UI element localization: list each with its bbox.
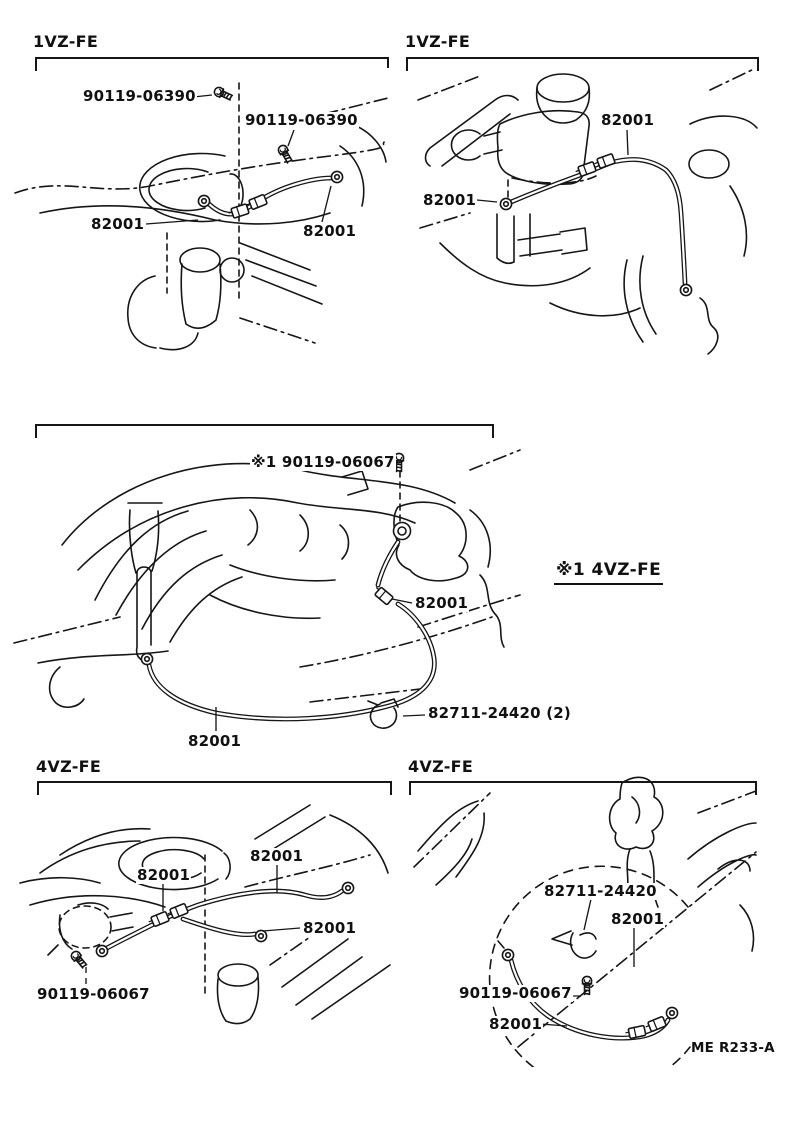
part-label-82711-24420: 82711-24420: [544, 882, 657, 900]
ring-terminal-icon: [198, 195, 209, 206]
part-label-82001: 82001: [611, 910, 665, 928]
part-label-82001: 82001: [423, 191, 477, 209]
ring-terminal-icon: [141, 653, 152, 664]
part-label-82001: 82001: [415, 594, 469, 612]
engine-variant-header: 1VZ-FE: [405, 32, 471, 51]
panel-1vzfe-left: [0, 28, 400, 380]
engine-variant-header: 4VZ-FE: [408, 757, 474, 776]
panel-bracket: [36, 425, 493, 438]
engine-line-art: [400, 755, 800, 1067]
ring-terminal-icon: [331, 171, 342, 182]
ring-terminal-icon: [342, 882, 353, 893]
part-label-82001: 82001: [250, 847, 304, 865]
part-label-82001: 82001: [137, 866, 191, 884]
panel-bracket: [38, 782, 391, 795]
part-label-82001: 82001: [303, 222, 357, 240]
connector-icon: [645, 1016, 666, 1032]
bolt-icon: [394, 453, 403, 471]
part-label-82001: 82001: [91, 215, 145, 233]
part-label-82001: 82001: [489, 1015, 543, 1033]
connector-icon: [372, 585, 393, 605]
panel-bracket: [410, 782, 756, 795]
ring-terminal-icon: [666, 1007, 677, 1018]
clamp-icon: [552, 931, 596, 958]
connector-icon: [228, 204, 249, 219]
panel-4vzfe-left: [0, 755, 400, 1026]
part-label-82001: 82001: [303, 919, 357, 937]
ring-terminal-icon: [680, 284, 691, 295]
engine-variant-note: ※1 4VZ-FE: [554, 561, 663, 585]
engine-variant-header: 4VZ-FE: [36, 757, 102, 776]
part-label-82711-24420: 82711-24420 (2): [428, 704, 571, 722]
engine-line-art: [0, 415, 800, 760]
engine-line-art: [0, 28, 400, 380]
part-label-90119-06067: 90119-06067: [37, 985, 150, 1003]
panel-4vzfe-middle: [0, 415, 800, 760]
ring-terminal-icon: [96, 945, 107, 956]
part-label-90119-06067: ※1 90119-06067: [251, 453, 395, 471]
part-label-90119-06067: 90119-06067: [459, 984, 572, 1002]
ring-terminal-icon: [502, 949, 513, 960]
part-label-90119-06390: 90119-06390: [245, 111, 358, 129]
panel-4vzfe-right: [400, 755, 800, 1067]
ring-terminal-icon: [255, 930, 266, 941]
ring-terminal-icon: [500, 198, 511, 209]
drawing-code: ME R233-A: [691, 1040, 775, 1056]
bolt-icon: [582, 976, 591, 994]
panel-bracket: [407, 58, 758, 71]
part-label-82001: 82001: [188, 732, 242, 750]
engine-variant-header: 1VZ-FE: [33, 32, 99, 51]
panel-1vzfe-right: [400, 28, 800, 368]
bolt-icon: [277, 144, 294, 164]
bolt-icon: [70, 950, 89, 970]
bolt-icon: [213, 86, 233, 102]
panel-bracket: [36, 58, 388, 71]
part-label-82001: 82001: [601, 111, 655, 129]
part-label-90119-06390: 90119-06390: [83, 87, 196, 105]
